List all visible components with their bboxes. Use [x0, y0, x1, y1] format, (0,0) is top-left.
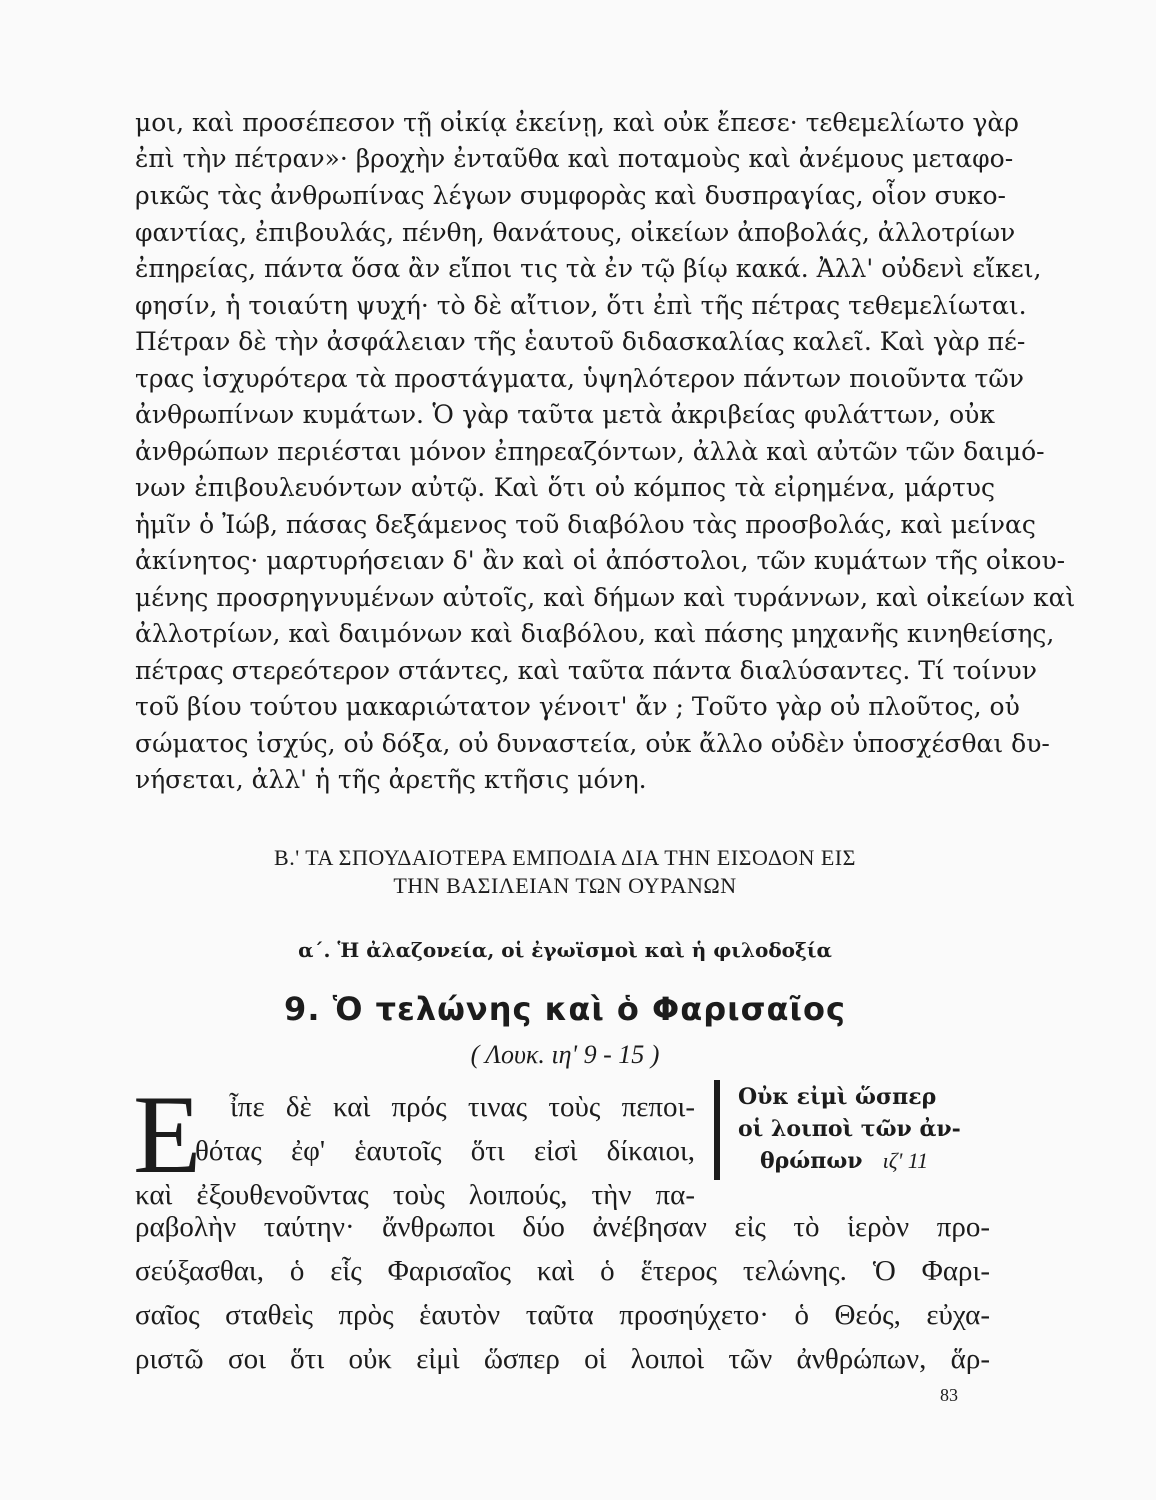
- chapter-title: 9. Ὁ τελώνης καὶ ὁ Φαρισαῖος: [284, 990, 846, 1028]
- text-line: ἀνθρώπων περιέσται μόνον ἐπηρεαζόντων, ἀλλὰ καὶ αὐτῶν τῶν δαιμό-: [135, 437, 1045, 466]
- page-number: 83: [940, 1385, 958, 1405]
- text-line: ἡμῖν ὁ Ἰώβ, πάσας δεξάμενος τοῦ διαβόλου τὰς προσβολάς, καὶ μείνας: [135, 510, 1036, 539]
- scripture-reference: ( Λουκ. ιη' 9 - 15 ): [470, 1040, 660, 1069]
- text-line: ἐπὶ τὴν πέτραν»· βροχὴν ἐνταῦθα καὶ ποταμοὺς καὶ ἀνέμους μεταφο-: [135, 144, 1014, 173]
- text-line: φαντίας, ἐπιβουλάς, πένθη, θανάτους, οἰκείων ἀποβολάς, ἀλλοτρίων: [135, 218, 1016, 247]
- text-line: φησίν, ἡ τοιαύτη ψυχή· τὸ δὲ αἴτιον, ὅτι ἐπὶ τῆς πέτρας τεθεμελίωται.: [135, 291, 1027, 320]
- side-note-line: [760, 1146, 1015, 1176]
- text-line: πέτρας στερεότερον στάντες, καὶ ταῦτα πάντα διαλύσαντες. Τί τοίνυν: [135, 656, 1037, 685]
- text-line: μοι, καὶ προσέπεσον τῇ οἰκίᾳ ἐκείνῃ, καὶ οὐκ ἔπεσε· τεθεμελίωτο γὰρ: [135, 108, 1019, 137]
- text-line: ἀλλοτρίων, καὶ δαιμόνων καὶ διαβόλου, καὶ πάσης μηχανῆς κινηθείσης,: [135, 619, 1055, 648]
- text-line: σώματος ἰσχύς, οὐ δόξα, οὐ δυναστεία, οὐκ ἄλλο οὐδὲν ὑποσχέσθαι δυ-: [135, 729, 1050, 758]
- side-note-word: θρώπων: [760, 1148, 863, 1174]
- section-heading-line: Β.' ΤΑ ΣΠΟΥΔΑΙΟΤΕΡΑ ΕΜΠΟΔΙΑ ΔΙΑ ΤΗΝ ΕΙΣΟΔΟΝ ΕΙΣ: [274, 845, 856, 870]
- drop-cap: Ε: [133, 1073, 202, 1197]
- text-line: Πέτραν δὲ τὴν ἀσφάλειαν τῆς ἑαυτοῦ διδασκαλίας καλεῖ. Καὶ γὰρ πέ-: [135, 327, 1026, 356]
- side-note-line: οἱ λοιποὶ τῶν ἀν-: [738, 1116, 961, 1142]
- text-line: ραβολὴν ταύτην· ἄνθρωποι δύο ἀνέβησαν εἰς τὸ ἱερὸν προ-: [135, 1211, 990, 1243]
- text-line: σεύξασθαι, ὁ εἷς Φαρισαῖος καὶ ὁ ἕτερος τελώνης. Ὁ Φαρι-: [135, 1255, 990, 1287]
- text-line: τοῦ βίου τούτου μακαριώτατον γένοιτ' ἄν ; Τοῦτο γὰρ οὐ πλοῦτος, οὐ: [135, 692, 1020, 721]
- text-line: ἶπε δὲ καὶ πρός τινας τοὺς πεποι-: [230, 1091, 695, 1123]
- margin-rule: [714, 1080, 720, 1180]
- text-line: ἀνθρωπίνων κυμάτων. Ὁ γὰρ ταῦτα μετὰ ἀκριβείας φυλάττων, οὐκ: [135, 400, 995, 429]
- text-line: ρικῶς τὰς ἀνθρωπίνας λέγων συμφορὰς καὶ δυσπραγίας, οἷον συκο-: [135, 181, 1006, 210]
- text-line: τρας ἰσχυρότερα τὰ προστάγματα, ὑψηλότερον πάντων ποιοῦντα τῶν: [135, 364, 1024, 393]
- side-note-line: Οὐκ εἰμὶ ὥσπερ: [738, 1084, 937, 1110]
- text-line: ριστῶ σοι ὅτι οὐκ εἰμὶ ὥσπερ οἱ λοιποὶ τῶν ἀνθρώπων, ἅρ-: [135, 1343, 990, 1375]
- text-line: ἐπηρείας, πάντα ὅσα ἂν εἴποι τις τὰ ἐν τῷ βίῳ κακά. Ἀλλ' οὐδενὶ εἴκει,: [135, 254, 1042, 283]
- side-note-verse: ιζ' 11: [882, 1148, 929, 1173]
- text-line: νήσεται, ἀλλ' ἡ τῆς ἀρετῆς κτῆσις μόνη.: [135, 765, 647, 794]
- text-line: μένης προσρηγνυμένων αὐτοῖς, καὶ δήμων καὶ τυράννων, καὶ οἰκείων καὶ: [135, 583, 1076, 612]
- text-line: σαῖος σταθεὶς πρὸς ἑαυτὸν ταῦτα προσηύχετο· ὁ Θεός, εὐχα-: [135, 1299, 990, 1331]
- section-heading-line: ΤΗΝ ΒΑΣΙΛΕΙΑΝ ΤΩΝ ΟΥΡΑΝΩΝ: [393, 873, 737, 898]
- text-line: νων ἐπιβουλευόντων αὐτῷ. Καὶ ὅτι οὐ κόμπος τὰ εἰρημένα, μάρτυς: [135, 473, 995, 502]
- text-line: θότας ἐφ' ἑαυτοῖς ὅτι εἰσὶ δίκαιοι,: [195, 1135, 695, 1167]
- text-line: ἀκίνητος· μαρτυρήσειαν δ' ἂν καὶ οἱ ἀπόστολοι, τῶν κυμάτων τῆς οἰκου-: [135, 546, 1066, 575]
- text-line: καὶ ἐξουθενοῦντας τοὺς λοιπούς, τὴν πα-: [135, 1179, 695, 1211]
- subheading: α΄. Ἡ ἀλαζονεία, οἱ ἐγωϊσμοὶ καὶ ἡ φιλοδοξία: [298, 938, 832, 962]
